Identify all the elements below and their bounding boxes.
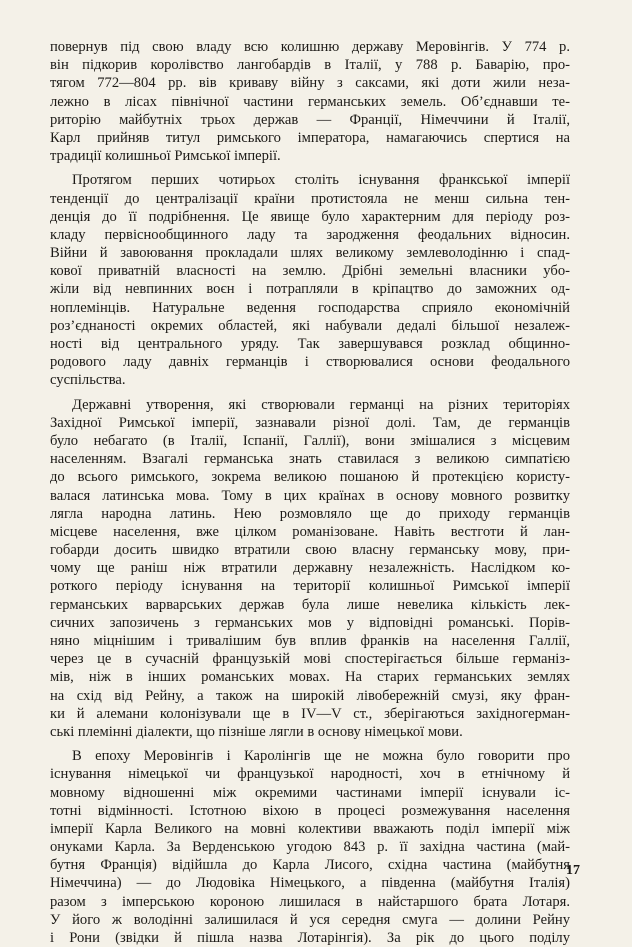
text-line: суспільства.	[50, 372, 126, 389]
text-line: ки й алемани колонізували ще в IV—V ст., зберігаються західногерман-	[50, 705, 570, 722]
text-line: на схід від Рейну, а також на широкій лівобережній смузі, яку фран-	[50, 687, 570, 704]
text-line: Німеччина) — до Людовіка Німецького, а південна (майбутня Італія)	[50, 875, 570, 892]
text-line: Державні утворення, які створювали германці на різних територіях	[72, 396, 570, 413]
text-line: повернув під свою владу всю колишню державу Меровінгів. У 774 р.	[50, 39, 570, 55]
text-line: і Рони (звідки й пішла назва Лотарінгія). За рік до цього поділу	[50, 930, 570, 946]
page-body	[50, 38, 570, 946]
text-line: лежно в лісах північної частини германських земель. Об’єднавши те-	[50, 93, 570, 110]
text-line: роз’єднаності окремих областей, які набували дедалі більшої незалеж-	[50, 317, 570, 334]
text-line: населенням. Взагалі германська знать ставилася з великою симпатією	[50, 451, 570, 468]
text-line: германських варварських держав була лише невелика кількість лек-	[50, 596, 570, 613]
text-line: сичних запозичень з германських мов у відповідні романські. Порів-	[50, 614, 570, 631]
text-line: тотні відмінності. Істотною віхою в процесі розмежування населення	[50, 802, 570, 819]
text-line: було небагато (в Італії, Іспанії, Галлії), вони змішалися з місцевим	[50, 432, 570, 449]
text-line: імперії Карла Великого на мовні колективи вважають поділ імперії між	[50, 820, 570, 837]
text-line: В епоху Меровінгів і Каролінгів ще не можна було говорити про	[72, 748, 570, 765]
text-line: тенденції до централізації країни протистояла не менш сильна тен-	[50, 190, 570, 207]
text-line: У його ж володінні залишилася й уся середня смуга — долини Рейну	[50, 911, 570, 928]
text-line: Західної Римської імперії, зазнавали різної долі. Там, де германців	[50, 414, 570, 431]
text-line: традиції колишньої Римської імперії.	[50, 148, 281, 165]
text-line: тягом 772—804 рр. вів криваву війну з саксами, які доти жили неза-	[50, 75, 570, 92]
paragraph-2	[50, 171, 570, 389]
text-line: жіли від невпинних воєн і потрапляли в кріпацтво до заможних од-	[50, 281, 570, 298]
text-line: ські племінні діалекти, що пізніше лягли в основу німецької мови.	[50, 723, 463, 740]
text-line: чому ще раніш ніж втратили державну незалежність. Наслідком ко-	[50, 560, 570, 577]
text-line: кладу первіснообщинного ладу та зародження феодальних відносин.	[50, 226, 570, 243]
text-line: ноплемінців. Натуральне ведення господарства сприяло економічній	[50, 299, 570, 316]
text-line: місцеве населення, вже цілком романізоване. Навіть вестготи й лан-	[50, 523, 570, 540]
text-line: через це в сучасній французькій мові спостерігається більше германіз-	[50, 651, 570, 668]
text-line: онуками Карла. За Верденською угодою 843 р. її західна частина (май-	[50, 839, 570, 856]
text-line: він підкорив королівство лангобардів в Італії, у 788 р. Баварію, про-	[50, 57, 570, 74]
text-line: Протягом перших чотирьох століть існування франкської імперії	[72, 172, 570, 189]
page-number: 17	[566, 863, 580, 878]
text-line: риторію майбутніх трьох держав — Франції, Німеччини й Італії,	[50, 111, 570, 128]
text-line: няно міцнішим і тривалішим був вплив франків на населення Галлії,	[50, 633, 570, 649]
text-line: гобарди досить швидко втратили свою власну германську мову, при-	[50, 542, 570, 559]
paragraph-3	[50, 396, 570, 742]
paragraph-4	[50, 747, 570, 947]
text-line: валася латинська мова. Тому в цих країнах в основу мовного розвитку	[50, 487, 570, 504]
text-line: мовному відношенні між окремими частинами імперії існували іс-	[50, 784, 570, 801]
text-line: денція до її подрібнення. Це явище було характерним для періоду роз-	[50, 208, 570, 225]
text-line: родового ладу давніх германців і створювалися основи феодального	[50, 354, 570, 371]
text-line: лягла народна латинь. Нею розмовляло ще до приходу германців	[50, 505, 570, 522]
text-line: Війни й завоювання прокладали шлях великому землеволодінню і спад-	[50, 245, 570, 262]
text-line: роткого періоду існування на території колишньої Римської імперії	[50, 578, 570, 595]
text-line: бутня Франція) відійшла до Карла Лисого, східна частина (майбутня	[50, 857, 570, 874]
text-line: разом з імперською короною лишилася в найстаршого брата Лотаря.	[50, 893, 570, 910]
paragraph-1	[50, 38, 570, 165]
text-line: до всього римського, зокрема великою пошаною й протекцією користу-	[50, 469, 570, 486]
text-line: ності від центрального уряду. Так завершувався розклад общинно-	[50, 336, 570, 352]
text-line: Карл прийняв титул римського імператора, намагаючись спертися на	[50, 129, 570, 146]
text-line: кової приватній власності на землю. Дрібні земельні власники убо-	[50, 263, 570, 280]
text-line: мів, ніж в інших романських мовах. На старих германських землях	[50, 669, 570, 686]
text-line: існування німецької чи французької народності, хоч в етнічному й	[50, 766, 570, 783]
